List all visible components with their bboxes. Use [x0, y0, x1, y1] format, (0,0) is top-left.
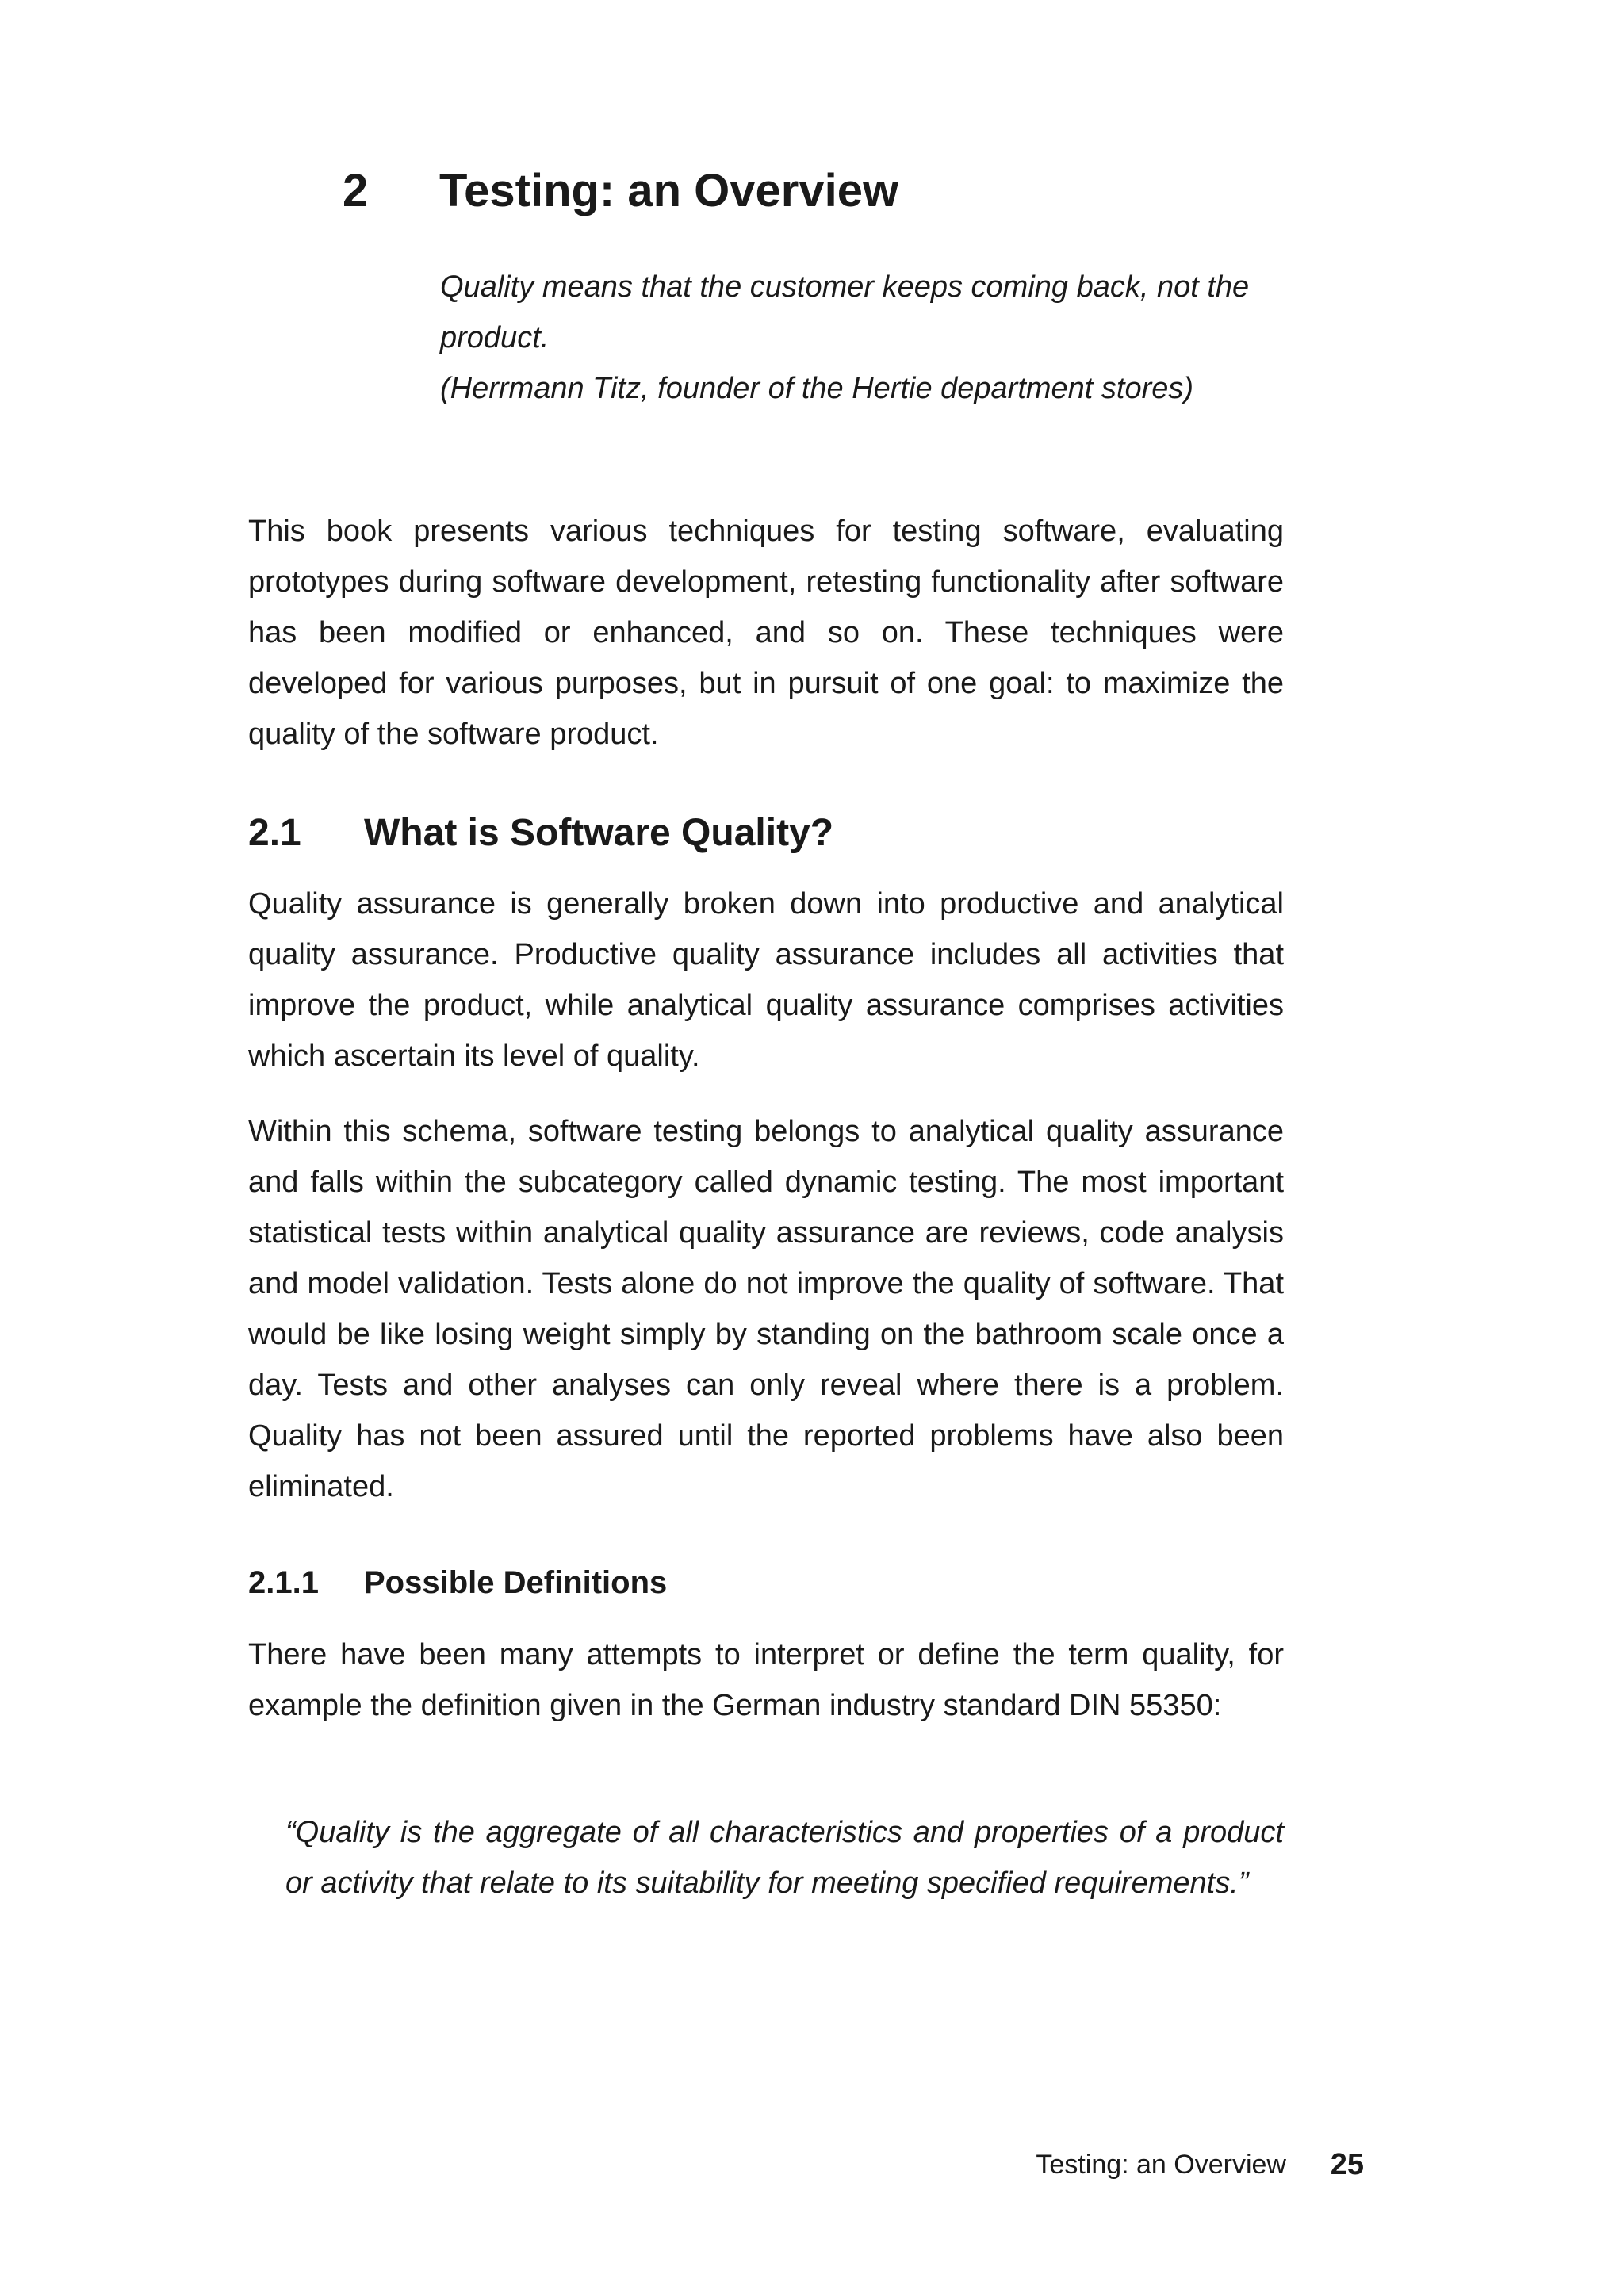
page-footer	[872, 2141, 1364, 2188]
intro-paragraph: This book presents various techniques for testing software, evaluating prototypes during software development, retesting functionality after software has been modified or enhanced, and so on. These techniques were developed for various purposes, but in pursuit of one goal: to maximize the quality of the software product.	[248, 515, 1284, 751]
section-paragraph-2: Within this schema, software testing belongs to analytical quality assurance and falls within the subcategory called dynamic testing. The most important statistical tests within analytical quality assurance are reviews, code analysis and model validation. Tests alone do not improve the quality of software. That would be like losing weight simply by standing on the bathroom scale once a day. Tests and other analyses can only reveal where there is a problem. Quality has not been assured until the reported problems have also been eliminated.	[248, 1115, 1284, 1503]
page-number: 25	[1330, 2148, 1364, 2181]
subsection-paragraph: There have been many attempts to interpret or define the term quality, for example the definition given in the German industry standard DIN 55350:	[248, 1638, 1284, 1722]
chapter-title: Testing: an Overview	[439, 165, 899, 216]
running-title: Testing: an Overview	[1036, 2150, 1286, 2180]
din-definition-quote: “Quality is the aggregate of all characteristics and properties of a product or activity that relate to its suitability for meeting specified requirements.”	[285, 1816, 1284, 1900]
epigraph-quote: Quality means that the customer keeps coming back, not the product.	[440, 270, 1250, 354]
chapter-number: 2	[343, 165, 369, 216]
chapter-heading	[343, 155, 1373, 227]
epigraph	[440, 262, 1344, 414]
section-number: 2.1	[248, 812, 301, 854]
subsection-number: 2.1.1	[248, 1565, 319, 1600]
subsection-title: Possible Definitions	[364, 1565, 668, 1600]
epigraph-attribution: (Herrmann Titz, founder of the Hertie department stores)	[440, 372, 1194, 405]
section-paragraph-1: Quality assurance is generally broken down into productive and analytical quality assurance. Productive quality assurance includes all activities that improve the product, while analytical quality assurance comprises activities which ascertain its level of quality.	[248, 887, 1284, 1073]
section-title: What is Software Quality?	[364, 812, 834, 854]
